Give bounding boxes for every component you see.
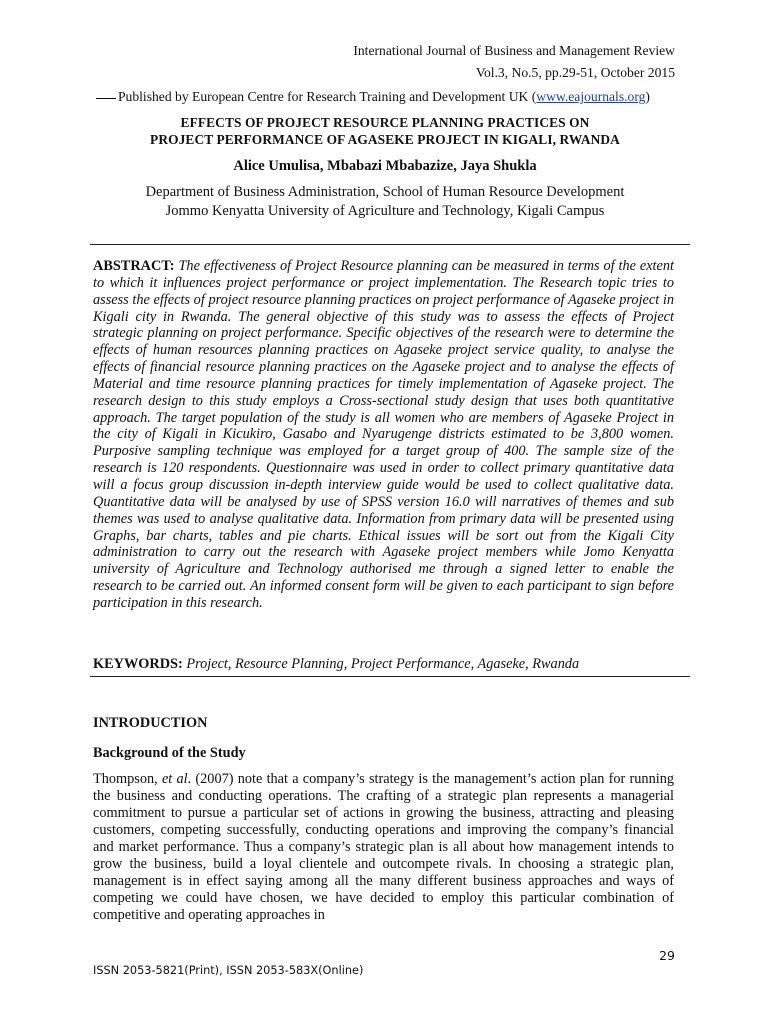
abstract: [93, 258, 674, 612]
body-paragraph: [93, 771, 674, 924]
publisher-link[interactable]: www.eajournals.org: [536, 89, 646, 104]
journal-name: International Journal of Business and Management Review: [353, 43, 675, 58]
issn-footer: ISSN 2053-5821(Print), ISSN 2053-583X(Online): [93, 964, 364, 977]
keywords: [93, 656, 674, 673]
title-line-1: EFFECTS OF PROJECT RESOURCE PLANNING PRACTICES ON: [180, 115, 590, 130]
abstract-top-rule: [90, 244, 690, 245]
authors: Alice Umulisa, Mbabazi Mbabazize, Jaya Shukla: [233, 158, 537, 174]
journal-volume: Vol.3, No.5, pp.29-51, October 2015: [475, 65, 675, 80]
affiliation-line-1: Department of Business Administration, School of Human Resource Development: [145, 184, 625, 200]
publisher-line: [96, 89, 650, 105]
keywords-label: KEYWORDS:: [93, 656, 183, 672]
background-heading: Background of the Study: [93, 745, 246, 761]
introduction-heading: INTRODUCTION: [93, 715, 208, 731]
affiliation: [90, 183, 680, 221]
affiliation-line-2: Jommo Kenyatta University of Agriculture and Technology, Kigali Campus: [165, 203, 605, 219]
para-etal: et al: [161, 771, 188, 787]
keywords-text: Project, Resource Planning, Project Performance, Agaseke, Rwanda: [186, 656, 580, 672]
para-author: Thompson,: [93, 771, 162, 787]
abstract-label: ABSTRACT:: [93, 258, 175, 274]
publisher-close: ): [645, 89, 650, 104]
para-text: . (2007) note that a company’s strategy is the management’s action plan for running the business and conducting operations. The crafting of a strategic plan represents a managerial commitment to pursue a particular set of actions in growing the business, attracting and pleasing customers, competing successfully, conducting operations and improving the company’s financial and market performance. Thus a company’s strategic plan is all about how management intends to grow the business, build a loyal clientele and outcompete rivals. In choosing a strategic plan, management is in effect saying among all the many different business approaches and ways of competing we could have chosen, we have decided to employ this particular combination of competitive and operating approaches in: [93, 771, 674, 923]
title-line-2: PROJECT PERFORMANCE OF AGASEKE PROJECT IN KIGALI, RWANDA: [150, 132, 620, 147]
publisher-text: Published by European Centre for Research Training and Development UK (: [118, 89, 537, 104]
publisher-rule: [96, 98, 116, 99]
paper-title: [90, 114, 680, 148]
page-number: 29: [659, 948, 675, 963]
journal-header: [353, 40, 675, 84]
abstract-text: The effectiveness of Project Resource planning can be measured in terms of the extent to which it influences project performance or project implementation. The Research topic tries to assess the effects of project resource planning practices on project performance of Agaseke project in Kigali city in Rwanda. The general objective of this study was to assess the effects of Project strategic planning on project performance. Specific objectives of the research were to determine the effects of human resources planning practices on Agaseke project service quality, to analyse the effects of financial resource planning practices on the Agaseke project and to analyse the effects of Material and time resource planning practices for timely implementation of Agaseke project. The research design to this study employs a Cross-sectional study design that uses both quantitative approach. The target population of the study is all women who are members of Agaseke Project in the city of Kigali in Kicukiro, Gasabo and Nyarugenge districts estimated to be 3,800 women. Purposive sampling technique was employed for a target group of 400. The sample size of the research is 120 respondents. Questionnaire was used in order to collect primary quantitative data will a focus group discussion in-depth interview guide would be used to collect qualitative data. Quantitative data will be analysed by use of SPSS version 16.0 will narratives of themes and sub themes was used to analyse qualitative data. Information from primary data will be presented using Graphs, bar charts, tables and pie charts. Ethical issues will be sort out from the Kigali City administration to carry out the research with Agaseke project members while Jomo Kenyatta university of Agriculture and Technology authorised me through a signed letter to enable the research to be carried out. An informed consent form will be given to each participant to sign before participation in this research.: [93, 258, 675, 611]
abstract-bottom-rule: [90, 676, 690, 677]
